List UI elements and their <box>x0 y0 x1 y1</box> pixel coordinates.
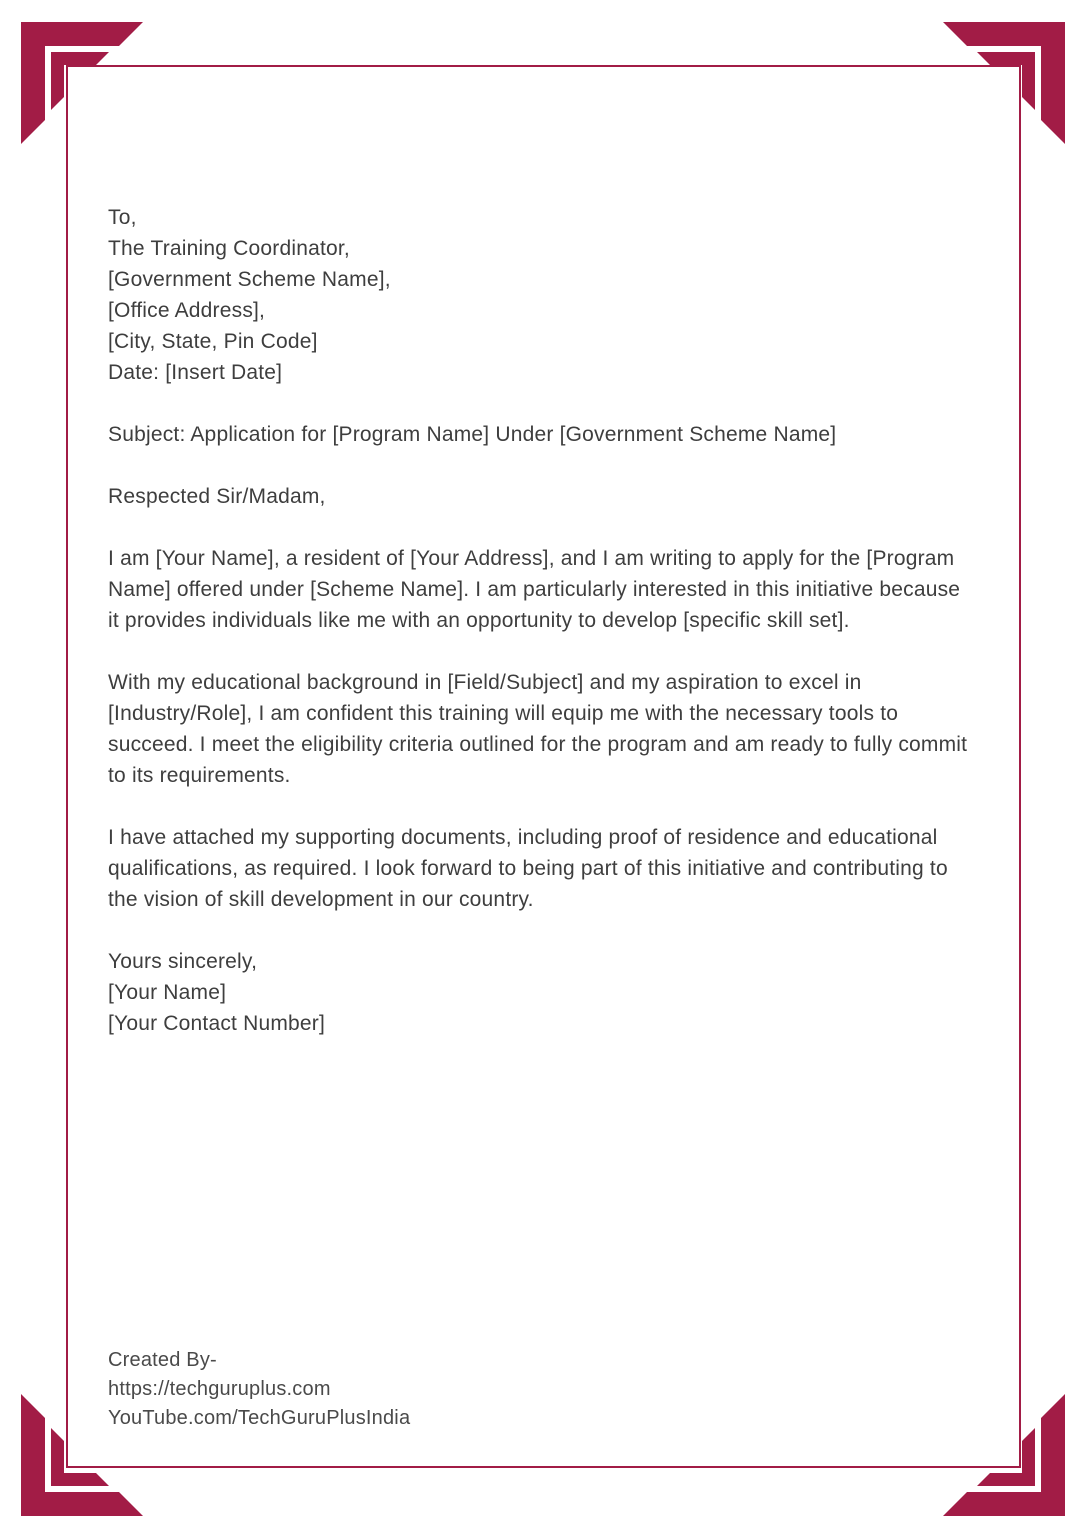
paragraph-background: With my educational background in [Field/Subject] and my aspiration to excel in [Industry/Role], I am confident this training will equip me with the necessary tools to succeed. I meet the eligibility criteria outlined for the program and am ready to fully commit to its requirements. <box>108 671 968 787</box>
paragraph-introduction: I am [Your Name], a resident of [Your Address], and I am writing to apply for the [Program Name] offered under [Scheme Name]. I am particularly interested in this initiative because it provides individuals like me with an opportunity to develop [specific skill set]. <box>108 547 961 632</box>
recipient-line-address: [Office Address], <box>108 299 266 322</box>
corner-chevron-top-right-icon <box>943 22 1065 144</box>
closing-block <box>108 946 976 1039</box>
footer-youtube-link: YouTube.com/TechGuruPlusIndia <box>108 1407 411 1429</box>
closing-contact: [Your Contact Number] <box>108 1012 326 1035</box>
date-line: Date: [Insert Date] <box>108 361 283 384</box>
salutation: Respected Sir/Madam, <box>108 485 326 508</box>
recipient-line-title: The Training Coordinator, <box>108 237 350 260</box>
recipient-line-to: To, <box>108 206 137 229</box>
corner-chevron-top-left-icon <box>21 22 143 144</box>
recipient-line-scheme: [Government Scheme Name], <box>108 268 391 291</box>
footer-credits <box>108 1346 410 1433</box>
closing-sincerely: Yours sincerely, <box>108 950 258 973</box>
paragraph-documents: I have attached my supporting documents, including proof of residence and educational qualifications, as required. I look forward to being part of this initiative and contributing to the vision of skill development in our country. <box>108 826 948 911</box>
corner-chevron-bottom-right-icon <box>943 1394 1065 1516</box>
closing-name: [Your Name] <box>108 981 227 1004</box>
footer-created-by: Created By- <box>108 1349 217 1371</box>
recipient-line-city: [City, State, Pin Code] <box>108 330 318 353</box>
recipient-block <box>108 202 976 388</box>
footer-website-link: https://techguruplus.com <box>108 1378 331 1400</box>
letter-body <box>108 202 976 1039</box>
subject-line: Subject: Application for [Program Name] Under [Government Scheme Name] <box>108 423 837 446</box>
